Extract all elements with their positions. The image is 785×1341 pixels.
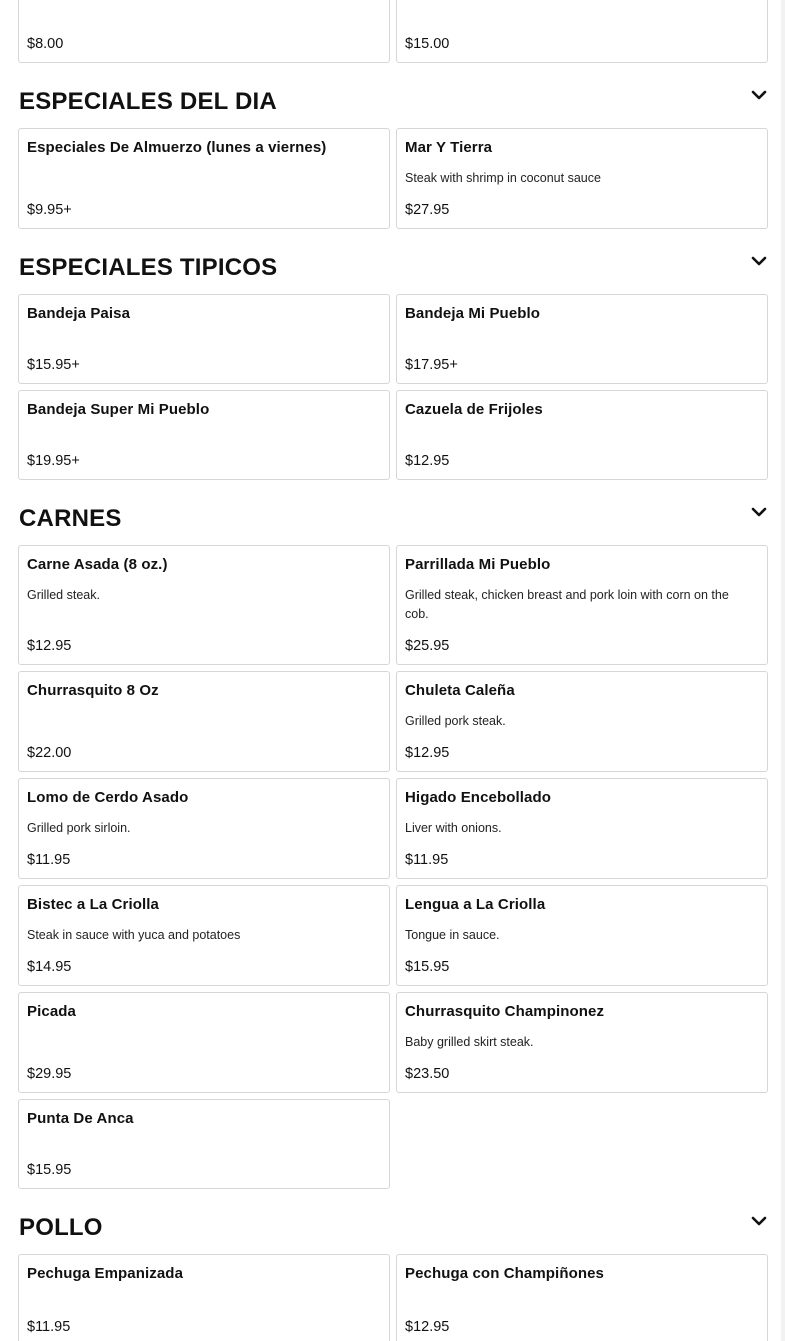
menu-item-card[interactable] bbox=[396, 671, 768, 772]
menu-item-price: $25.95 bbox=[405, 638, 450, 654]
menu-item-price: $11.95 bbox=[27, 1319, 71, 1335]
menu-item-name: Mar Y Tierra bbox=[405, 139, 493, 156]
section-header-pollo[interactable] bbox=[0, 1208, 785, 1248]
menu-item-name: Bandeja Super Mi Pueblo bbox=[27, 401, 210, 418]
chevron-down-icon[interactable] bbox=[750, 505, 768, 519]
menu-item-price: $12.95 bbox=[405, 745, 450, 761]
section-header-carnes[interactable] bbox=[0, 499, 785, 539]
menu-item-card[interactable] bbox=[18, 885, 390, 986]
menu-item-name: Pechuga con Champiñones bbox=[405, 1265, 604, 1282]
section-title: POLLO bbox=[19, 1214, 103, 1241]
menu-item-description: Grilled steak. bbox=[27, 588, 100, 602]
menu-item-description: Grilled pork steak. bbox=[405, 714, 506, 728]
menu-item-price: $12.95 bbox=[27, 638, 72, 654]
chevron-down-icon[interactable] bbox=[750, 88, 768, 102]
menu-item-price: $17.95+ bbox=[405, 357, 458, 373]
menu-item-card[interactable] bbox=[18, 1254, 390, 1341]
chevron-down-icon[interactable] bbox=[750, 254, 768, 268]
menu-item-name: Churrasquito 8 Oz bbox=[27, 682, 159, 699]
menu-item-name: Pechuga Empanizada bbox=[27, 1265, 184, 1282]
menu-item-price: $15.95+ bbox=[27, 357, 80, 373]
menu-item-name: Bandeja Paisa bbox=[27, 305, 131, 322]
menu-item-card[interactable] bbox=[18, 778, 390, 879]
menu-item-description: Liver with onions. bbox=[405, 821, 502, 835]
menu-item-card[interactable] bbox=[18, 390, 390, 480]
menu-item-card[interactable] bbox=[18, 671, 390, 772]
section-title: ESPECIALES TIPICOS bbox=[19, 254, 278, 281]
menu-item-price: $12.95 bbox=[405, 453, 450, 469]
menu-item-price: $9.95+ bbox=[27, 202, 72, 218]
menu-item-card[interactable] bbox=[18, 1099, 390, 1189]
menu-item-name: Picada bbox=[27, 1003, 76, 1020]
menu-item-price: $23.50 bbox=[405, 1066, 450, 1082]
menu-item-name: Lengua a La Criolla bbox=[405, 896, 546, 913]
menu-item-price: $8.00 bbox=[27, 36, 64, 52]
menu-item-card[interactable] bbox=[18, 294, 390, 384]
menu-item-name: Chuleta Caleña bbox=[405, 682, 515, 699]
menu-item-price: $27.95 bbox=[405, 202, 450, 218]
menu-item-name: Cazuela de Frijoles bbox=[405, 401, 543, 418]
menu-item-price: $14.95 bbox=[27, 959, 72, 975]
menu-item-price: $15.00 bbox=[405, 36, 450, 52]
menu-item-card[interactable] bbox=[18, 0, 390, 63]
menu-item-price: $15.95 bbox=[27, 1162, 72, 1178]
menu-item-name: Bistec a La Criolla bbox=[27, 896, 159, 913]
menu-item-description: Grilled steak, chicken breast and pork loin with corn on the cob. bbox=[405, 588, 729, 621]
section-title: CARNES bbox=[19, 505, 122, 532]
menu-item-description: Baby grilled skirt steak. bbox=[405, 1035, 534, 1049]
menu-item-name: Bandeja Mi Pueblo bbox=[405, 305, 541, 322]
menu-item-card[interactable] bbox=[396, 128, 768, 229]
menu-item-name: Punta De Anca bbox=[27, 1110, 134, 1127]
menu-item-name: Lomo de Cerdo Asado bbox=[27, 789, 189, 806]
menu-item-card[interactable] bbox=[396, 885, 768, 986]
menu-item-price: $12.95 bbox=[405, 1319, 450, 1335]
menu-item-card[interactable] bbox=[396, 0, 768, 63]
section-header-especiales-del-dia[interactable] bbox=[0, 82, 785, 122]
menu-item-card[interactable] bbox=[18, 128, 390, 229]
menu-item-price: $22.00 bbox=[27, 745, 72, 761]
menu-item-name: Carne Asada (8 oz.) bbox=[27, 556, 168, 573]
menu-item-price: $19.95+ bbox=[27, 453, 80, 469]
menu-item-card[interactable] bbox=[396, 294, 768, 384]
scrollbar[interactable] bbox=[781, 0, 785, 1341]
menu-item-description: Steak with shrimp in coconut sauce bbox=[405, 171, 601, 185]
menu-item-name: Parrillada Mi Pueblo bbox=[405, 556, 551, 573]
menu-item-name: Churrasquito Champinonez bbox=[405, 1003, 605, 1020]
menu-item-card[interactable] bbox=[396, 778, 768, 879]
menu-item-card[interactable] bbox=[396, 1254, 768, 1341]
menu-item-card[interactable] bbox=[396, 992, 768, 1093]
menu-item-price: $11.95 bbox=[27, 852, 71, 868]
menu-item-price: $29.95 bbox=[27, 1066, 72, 1082]
menu-item-description: Steak in sauce with yuca and potatoes bbox=[27, 928, 241, 942]
section-header-especiales-tipicos[interactable] bbox=[0, 248, 785, 288]
menu-item-price: $11.95 bbox=[405, 852, 449, 868]
menu-item-card[interactable] bbox=[396, 545, 768, 665]
menu-item-name: Especiales De Almuerzo (lunes a viernes) bbox=[27, 139, 327, 156]
chevron-down-icon[interactable] bbox=[750, 1214, 768, 1228]
menu-item-name: Higado Encebollado bbox=[405, 789, 551, 806]
section-title: ESPECIALES DEL DIA bbox=[19, 88, 277, 115]
menu-item-description: Tongue in sauce. bbox=[405, 928, 500, 942]
menu-item-description: Grilled pork sirloin. bbox=[27, 821, 131, 835]
menu-item-card[interactable] bbox=[396, 390, 768, 480]
menu-item-card[interactable] bbox=[18, 992, 390, 1093]
menu-item-card[interactable] bbox=[18, 545, 390, 665]
menu-item-price: $15.95 bbox=[405, 959, 450, 975]
